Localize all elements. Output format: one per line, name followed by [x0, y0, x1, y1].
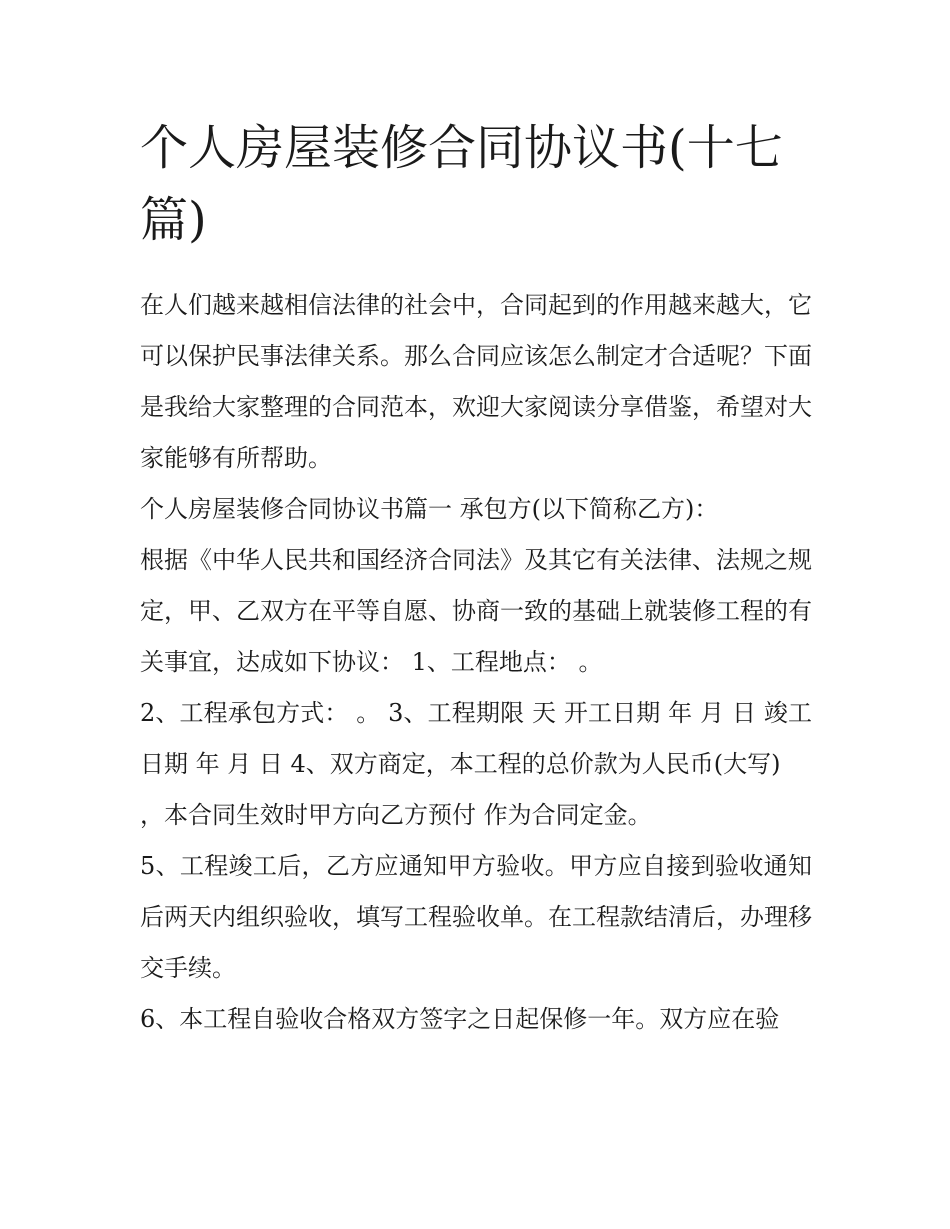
contract-paragraph: 6、本工程自验收合格双方签字之日起保修一年。双方应在验 [140, 1005, 780, 1033]
document-title: 个人房屋装修合同协议书(十七篇) [140, 120, 783, 248]
contract-paragraph: ，本合同生效时甲方向乙方预付 作为合同定金。 [140, 801, 652, 829]
section-heading-paragraph: 个人房屋装修合同协议书篇一 承包方(以下简称乙方)： [140, 495, 719, 523]
contract-paragraph: 5、工程竣工后，乙方应通知甲方验收。甲方应自接到验收通知后两天内组织验收，填写工程验收单。在工程款结清后，办理移交手续。 [140, 852, 812, 982]
intro-paragraph: 在人们越来越相信法律的社会中，合同起到的作用越来越大，它可以保护民事法律关系。那么合同应该怎么制定才合适呢？下面是我给大家整理的合同范本，欢迎大家阅读分享借鉴，希望对大家能够有所帮助。 [140, 291, 812, 472]
contract-paragraph: 根据《中华人民共和国经济合同法》及其它有关法律、法规之规定，甲、乙双方在平等自愿、协商一致的基础上就装修工程的有关事宜，达成如下协议： 1、工程地点： 。 [140, 546, 812, 676]
contract-paragraph: 2、工程承包方式： 。 3、工程期限 天 开工日期 年 月 日 竣工日期 年 月 日 4、双方商定，本工程的总价款为人民币(大写) [140, 699, 812, 778]
document-body [140, 112, 812, 1045]
